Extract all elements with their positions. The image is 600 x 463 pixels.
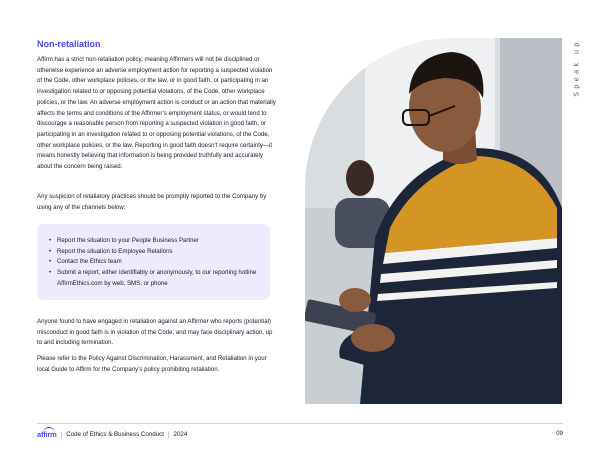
paragraph-policy: Affirm has a strict non-retaliation policy, meaning Affirmers will not be disciplined or otherwise experience an adverse employment action for reporting a suspected violation of the Code, other workplace policies, or the law, or in good faith, or participating in an investigation related to or opposing potential violations, of the Code, other workplace policies, or the law. An adverse employment action is conduct or an action that materially affects the terms and conditions of the Affirmer’s employment status, or would tend to discourage a reasonable person from reporting a suspected violation in good faith, or participating in an investigation related to or opposing potential violations, of the Code, other workplace policies, or the law. Reporting in good faith doesn’t require certainty—it means honestly believing that information is being provided truthfully and accurately about the concern being raised. [37,56,276,171]
bullet-icon: • [49,247,52,255]
photo-illustration [305,38,562,404]
bullet-icon: • [49,237,52,244]
list-item-label: Report the situation to Employee Relations [57,247,173,255]
paragraph-policy-reference: Please refer to the Policy Against Discrimination, Harassment, and Retaliation in your local Guide to Affirm for the Company’s policy prohibiting retaliation. [37,355,267,373]
paragraph-report-suspicion: Any suspicion of retaliatory practices should be promptly reported to the Company by using any of the channels below: [37,193,267,211]
list-item [49,236,264,247]
footer-divider [37,423,563,424]
list-item-label: Report the situation to your People Business Partner [57,237,199,244]
side-label [570,38,584,98]
list-item [49,268,264,289]
list-item-label: Contact the Ethics team [57,258,122,266]
side-label-text: Speak up [573,39,581,97]
section-heading: Non-retaliation [37,39,101,49]
footer-doc-title: Code of Ethics & Business Conduct [66,430,164,438]
footer [37,428,187,440]
affirm-logo [37,430,57,439]
list-item [49,247,264,258]
bullet-icon: • [49,269,52,277]
logo-text: affirm [37,429,57,439]
logo-arc-icon [43,427,55,433]
footer-separator: | [60,430,63,438]
page-number: 09 [556,430,563,437]
person-using-tablet-photo [305,38,562,404]
list-item [49,257,264,268]
bullet-icon: • [49,258,52,266]
reporting-channels-callout [37,224,270,300]
paragraph-consequences: Anyone found to have engaged in retaliation against an Affirmer who reports (potential) misconduct in good faith is in violation of the Code, and may face disciplinary action, up to and including termination. [37,318,273,347]
reporting-channels-list [49,236,264,290]
footer-separator: | [167,430,170,438]
list-item-label: Submit a report, either identifiably or anonymously, to our reporting hotline AffirmEthics.com by web, SMS, or phone [57,269,257,287]
footer-year: 2024 [173,430,188,438]
